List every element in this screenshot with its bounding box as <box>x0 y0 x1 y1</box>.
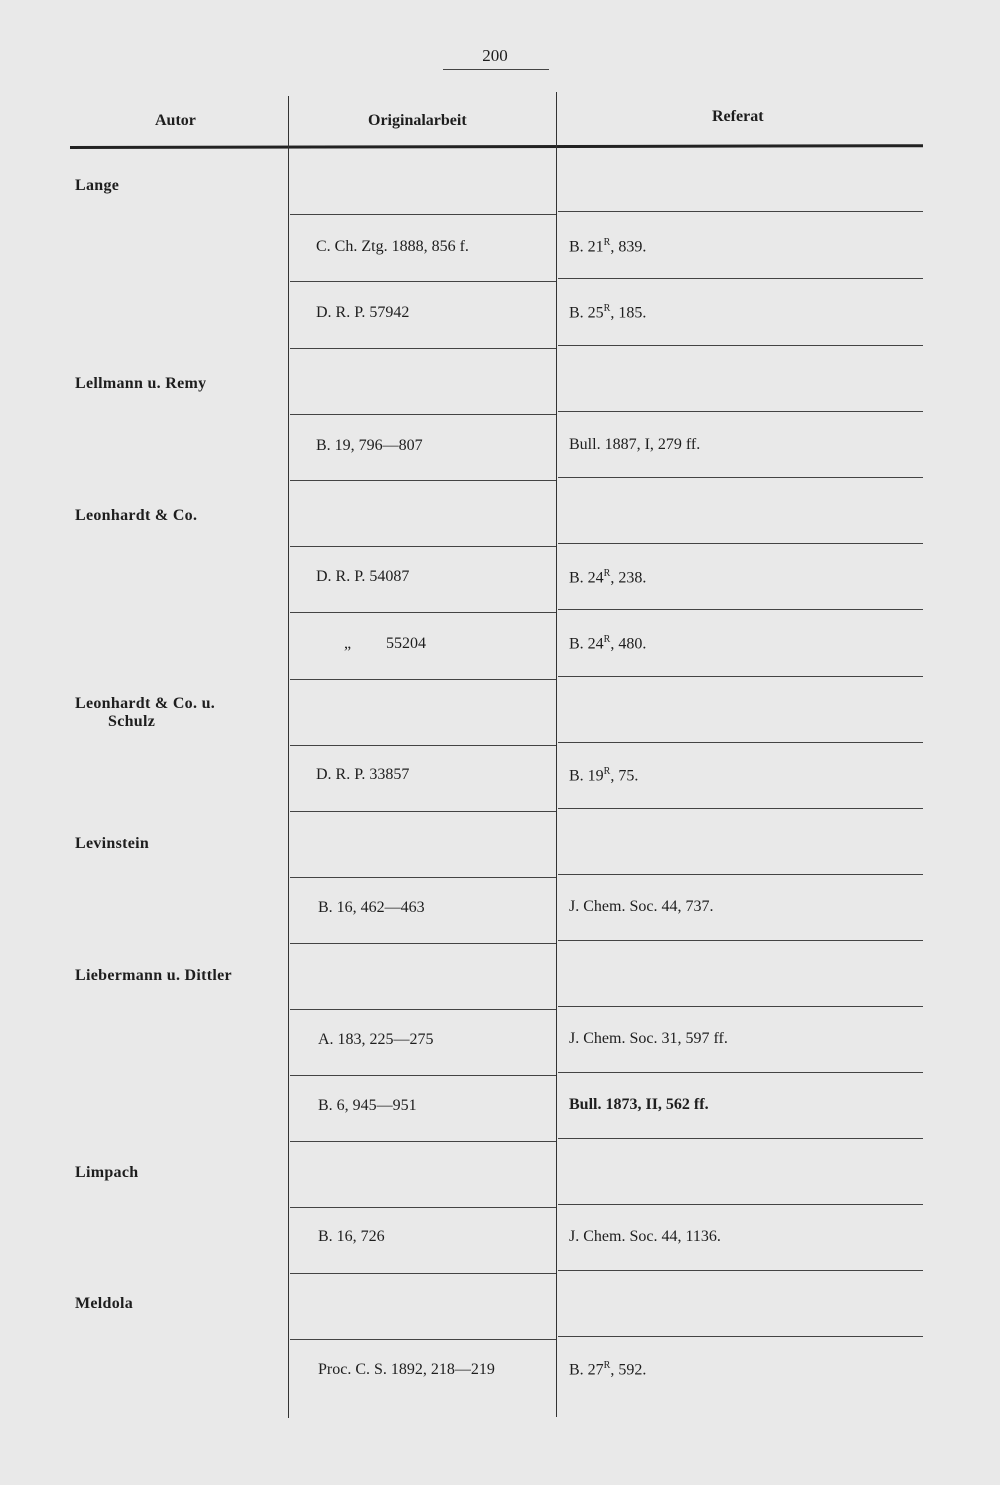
rule-right-12 <box>558 940 923 941</box>
referat-text-suffix: , 238. <box>610 569 647 587</box>
author-name: Levinstein <box>75 835 150 852</box>
referat-text: B. 24 <box>569 635 604 653</box>
referat-text: B. 27 <box>569 1361 604 1379</box>
referat-text: Bull. 1887, I, 279 ff. <box>569 436 701 453</box>
referat-text: J. Chem. Soc. 44, 1136. <box>569 1228 721 1245</box>
referat-superscript: R <box>603 1360 611 1371</box>
rule-right-16 <box>558 1204 923 1205</box>
rule-left-17 <box>290 1273 556 1274</box>
rule-right-1 <box>558 211 923 212</box>
rule-left-18 <box>290 1339 556 1340</box>
rule-left-14 <box>290 1075 556 1076</box>
original-ref: D. R. P. 54087 <box>316 568 410 585</box>
rule-left-12 <box>290 943 556 944</box>
rule-left-5 <box>290 480 556 481</box>
rule-right-18 <box>558 1336 923 1337</box>
referat-ref <box>569 898 713 916</box>
referat-ref <box>569 1228 721 1246</box>
author-entry-multiline <box>75 695 215 731</box>
rule-left-15 <box>290 1141 556 1142</box>
header-referat: Referat <box>712 108 764 125</box>
rule-right-11 <box>558 874 923 875</box>
referat-text-suffix: , 185. <box>610 304 647 322</box>
rule-right-9 <box>558 742 923 743</box>
page-number-rule <box>443 69 549 70</box>
page-number: 200 <box>482 46 508 65</box>
rule-right-14 <box>558 1072 923 1073</box>
referat-text: B. 24 <box>569 569 604 587</box>
referat-superscript: R <box>603 634 611 645</box>
rule-right-7 <box>558 609 923 610</box>
author-name: Liebermann u. Dittler <box>75 967 232 984</box>
header-rule <box>70 144 923 149</box>
referat-text: J. Chem. Soc. 44, 737. <box>569 898 714 915</box>
rule-left-7 <box>290 612 556 613</box>
rule-right-17 <box>558 1270 923 1271</box>
author-name: Limpach <box>75 1164 139 1181</box>
referat-ref <box>569 303 646 322</box>
original-ref: B. 16, 726 <box>318 1228 385 1245</box>
author-name-continued: Schulz <box>108 713 156 730</box>
rule-right-15 <box>558 1138 923 1139</box>
referat-ref <box>569 1030 728 1048</box>
author-name: Leonhardt & Co. u. <box>75 695 216 712</box>
referat-text: Bull. 1873, II, 562 ff. <box>569 1096 709 1113</box>
original-ref: D. R. P. 33857 <box>316 766 410 783</box>
rule-right-2 <box>558 278 923 279</box>
original-ref: B. 16, 462—463 <box>318 899 425 916</box>
original-ref: C. Ch. Ztg. 1888, 856 f. <box>316 238 469 255</box>
rule-left-4 <box>290 414 556 415</box>
rule-left-13 <box>290 1009 556 1010</box>
rule-right-3 <box>558 345 923 346</box>
referat-ref <box>569 1096 709 1114</box>
referat-ref <box>569 568 646 587</box>
rule-left-3 <box>290 348 556 349</box>
original-ref: A. 183, 225—275 <box>318 1031 434 1048</box>
rule-right-10 <box>558 808 923 809</box>
rule-left-1 <box>290 214 556 215</box>
rule-left-2 <box>290 281 556 282</box>
referat-ref <box>569 766 638 785</box>
rule-right-13 <box>558 1006 923 1007</box>
rule-right-4 <box>558 411 923 412</box>
referat-superscript: R <box>603 237 611 248</box>
referat-text: J. Chem. Soc. 31, 597 ff. <box>569 1030 728 1047</box>
author-name: Lange <box>75 177 120 194</box>
referat-text-suffix: , 839. <box>610 238 647 256</box>
original-ref: D. R. P. 57942 <box>316 304 410 321</box>
referat-ref <box>569 436 700 454</box>
author-name: Leonhardt & Co. <box>75 507 198 524</box>
referat-text-suffix: , 592. <box>610 1361 647 1379</box>
original-ref: B. 6, 945—951 <box>318 1097 417 1114</box>
referat-superscript: R <box>603 766 611 777</box>
referat-text: B. 21 <box>569 238 604 256</box>
original-ref: 55204 <box>386 635 426 652</box>
rule-left-6 <box>290 546 556 547</box>
rule-right-8 <box>558 676 923 677</box>
referat-text-suffix: , 75. <box>610 767 639 785</box>
referat-ref <box>569 237 646 256</box>
original-ref: B. 19, 796—807 <box>316 437 423 454</box>
rule-left-10 <box>290 811 556 812</box>
referat-text: B. 25 <box>569 304 604 322</box>
referat-text-suffix: , 480. <box>610 635 647 653</box>
referat-superscript: R <box>603 303 611 314</box>
original-ref: Proc. C. S. 1892, 218—219 <box>318 1361 495 1378</box>
header-original: Originalarbeit <box>368 112 467 129</box>
rule-right-6 <box>558 543 923 544</box>
rule-left-8 <box>290 679 556 680</box>
rule-left-16 <box>290 1207 556 1208</box>
referat-ref <box>569 634 646 653</box>
rule-left-11 <box>290 877 556 878</box>
referat-text: B. 19 <box>569 767 604 785</box>
ditto-mark: „ <box>344 635 352 652</box>
column-divider-left <box>288 96 289 1418</box>
author-name: Lellmann u. Remy <box>75 375 207 392</box>
header-author: Autor <box>155 112 196 129</box>
rule-right-5 <box>558 477 923 478</box>
rule-left-9 <box>290 745 556 746</box>
author-name: Meldola <box>75 1295 134 1312</box>
column-divider-right <box>556 92 557 1417</box>
referat-ref <box>569 1360 646 1379</box>
referat-superscript: R <box>603 568 611 579</box>
